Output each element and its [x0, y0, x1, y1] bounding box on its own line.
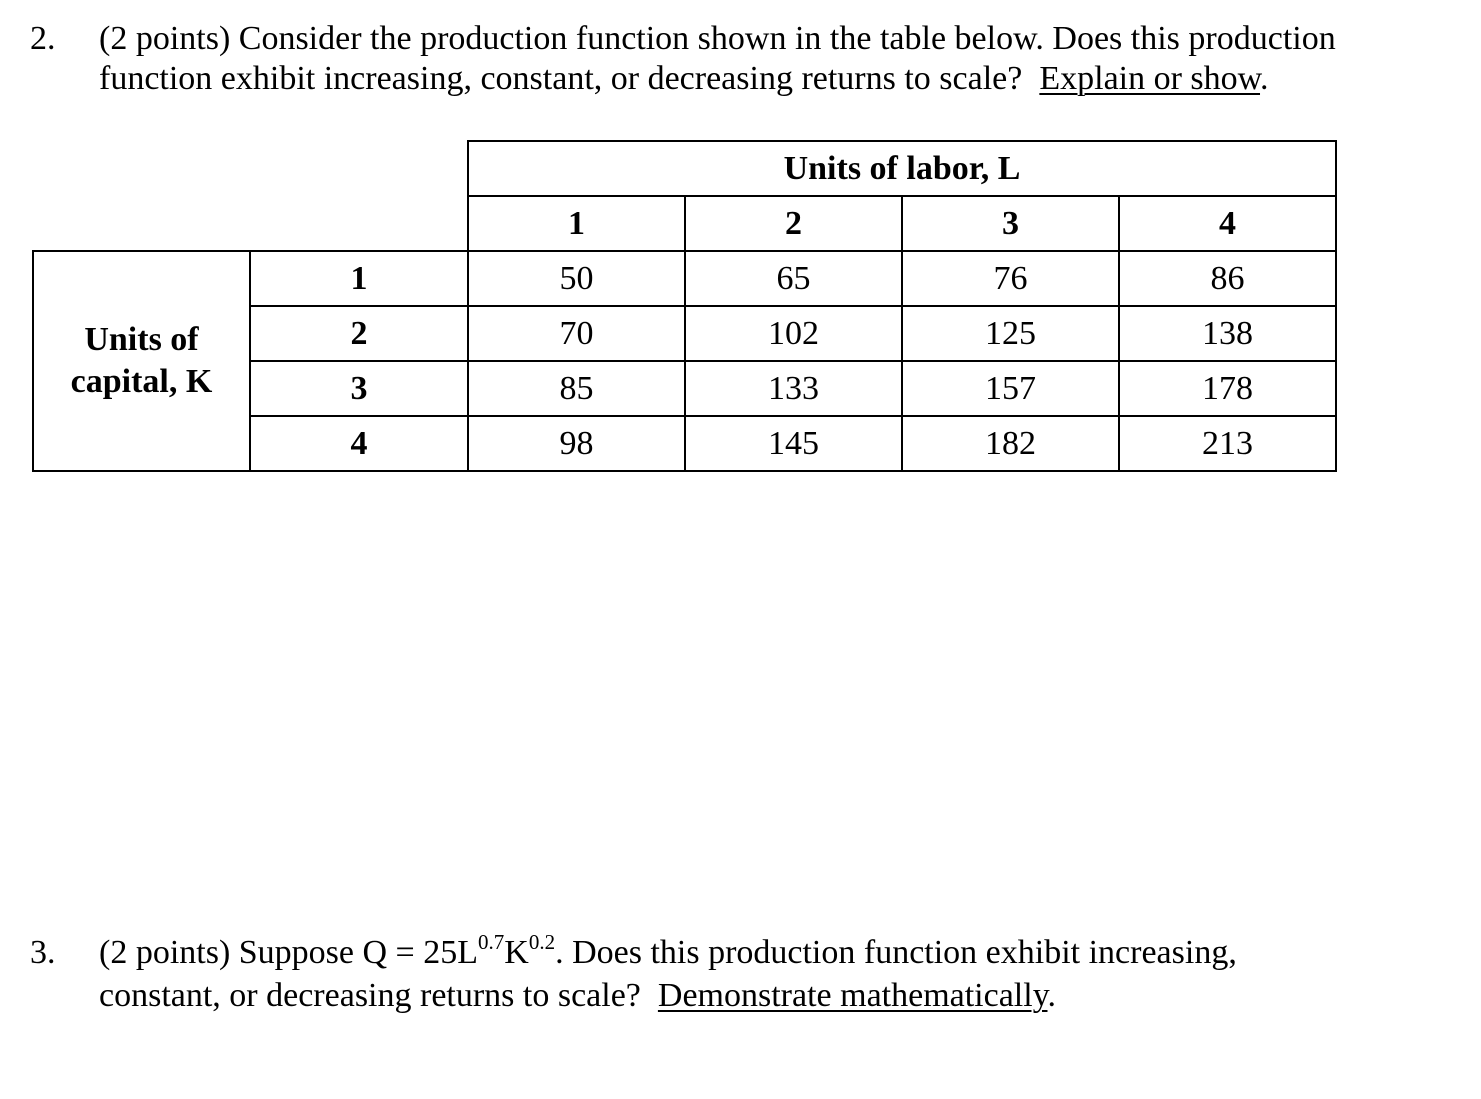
capital-label-line-1: Units of: [84, 321, 199, 358]
table-cell: 98: [468, 416, 685, 471]
labor-header-row: [33, 141, 1336, 196]
blank-cell: [250, 141, 468, 196]
table-cell: 157: [902, 361, 1119, 416]
table-cell: 138: [1119, 306, 1336, 361]
blank-cell: [250, 196, 468, 251]
table-row: [33, 251, 1336, 306]
question-3-line-2: [99, 976, 1459, 1016]
table-cell: 125: [902, 306, 1119, 361]
explain-or-show-emphasis: Explain or show: [1039, 60, 1261, 97]
question-2-text: [99, 19, 1459, 99]
question-3-number: 3.: [30, 934, 56, 971]
question-3-line-1-rest: . Does this production function exhibit increasing,: [555, 934, 1237, 971]
question-2-line-2: [99, 59, 1459, 99]
labor-value: 4: [1119, 196, 1336, 251]
table-cell: 65: [685, 251, 902, 306]
table-cell: 50: [468, 251, 685, 306]
question-3-period: .: [1047, 977, 1056, 1014]
capital-value: 3: [250, 361, 468, 416]
question-2-period: .: [1260, 60, 1269, 97]
labor-header: Units of labor, L: [468, 141, 1336, 196]
capital-value: 1: [250, 251, 468, 306]
table-cell: 86: [1119, 251, 1336, 306]
table-cell: 76: [902, 251, 1119, 306]
production-table: [32, 140, 1337, 472]
table-cell: 85: [468, 361, 685, 416]
table-cell: 102: [685, 306, 902, 361]
capital-symbol: K: [504, 934, 529, 971]
labor-value: 3: [902, 196, 1119, 251]
question-2-number: 2.: [30, 20, 56, 57]
question-2-line-1: (2 points) Consider the production function shown in the table below. Does this production: [99, 20, 1336, 57]
labor-value: 2: [685, 196, 902, 251]
question-3-text: [99, 930, 1459, 1016]
capital-label: [33, 251, 250, 471]
question-2-line-2-text: function exhibit increasing, constant, or decreasing returns to scale?: [99, 60, 1023, 97]
demonstrate-mathematically-emphasis: Demonstrate mathematically: [657, 977, 1048, 1014]
question-3-line-1: [99, 930, 1459, 976]
capital-label-line-2: capital, K: [70, 363, 213, 400]
table-cell: 70: [468, 306, 685, 361]
labor-exponent: 0.7: [478, 930, 505, 954]
labor-value: 1: [468, 196, 685, 251]
capital-value: 4: [250, 416, 468, 471]
blank-cell: [33, 141, 250, 196]
table-cell: 213: [1119, 416, 1336, 471]
blank-cell: [33, 196, 250, 251]
labor-values-row: [33, 196, 1336, 251]
table-cell: 178: [1119, 361, 1336, 416]
table-cell: 133: [685, 361, 902, 416]
question-3-line-2-text: constant, or decreasing returns to scale?: [99, 977, 641, 1014]
question-3-formula-start: (2 points) Suppose Q = 25L: [99, 934, 478, 971]
capital-value: 2: [250, 306, 468, 361]
table-cell: 182: [902, 416, 1119, 471]
table-cell: 145: [685, 416, 902, 471]
capital-exponent: 0.2: [528, 930, 556, 954]
